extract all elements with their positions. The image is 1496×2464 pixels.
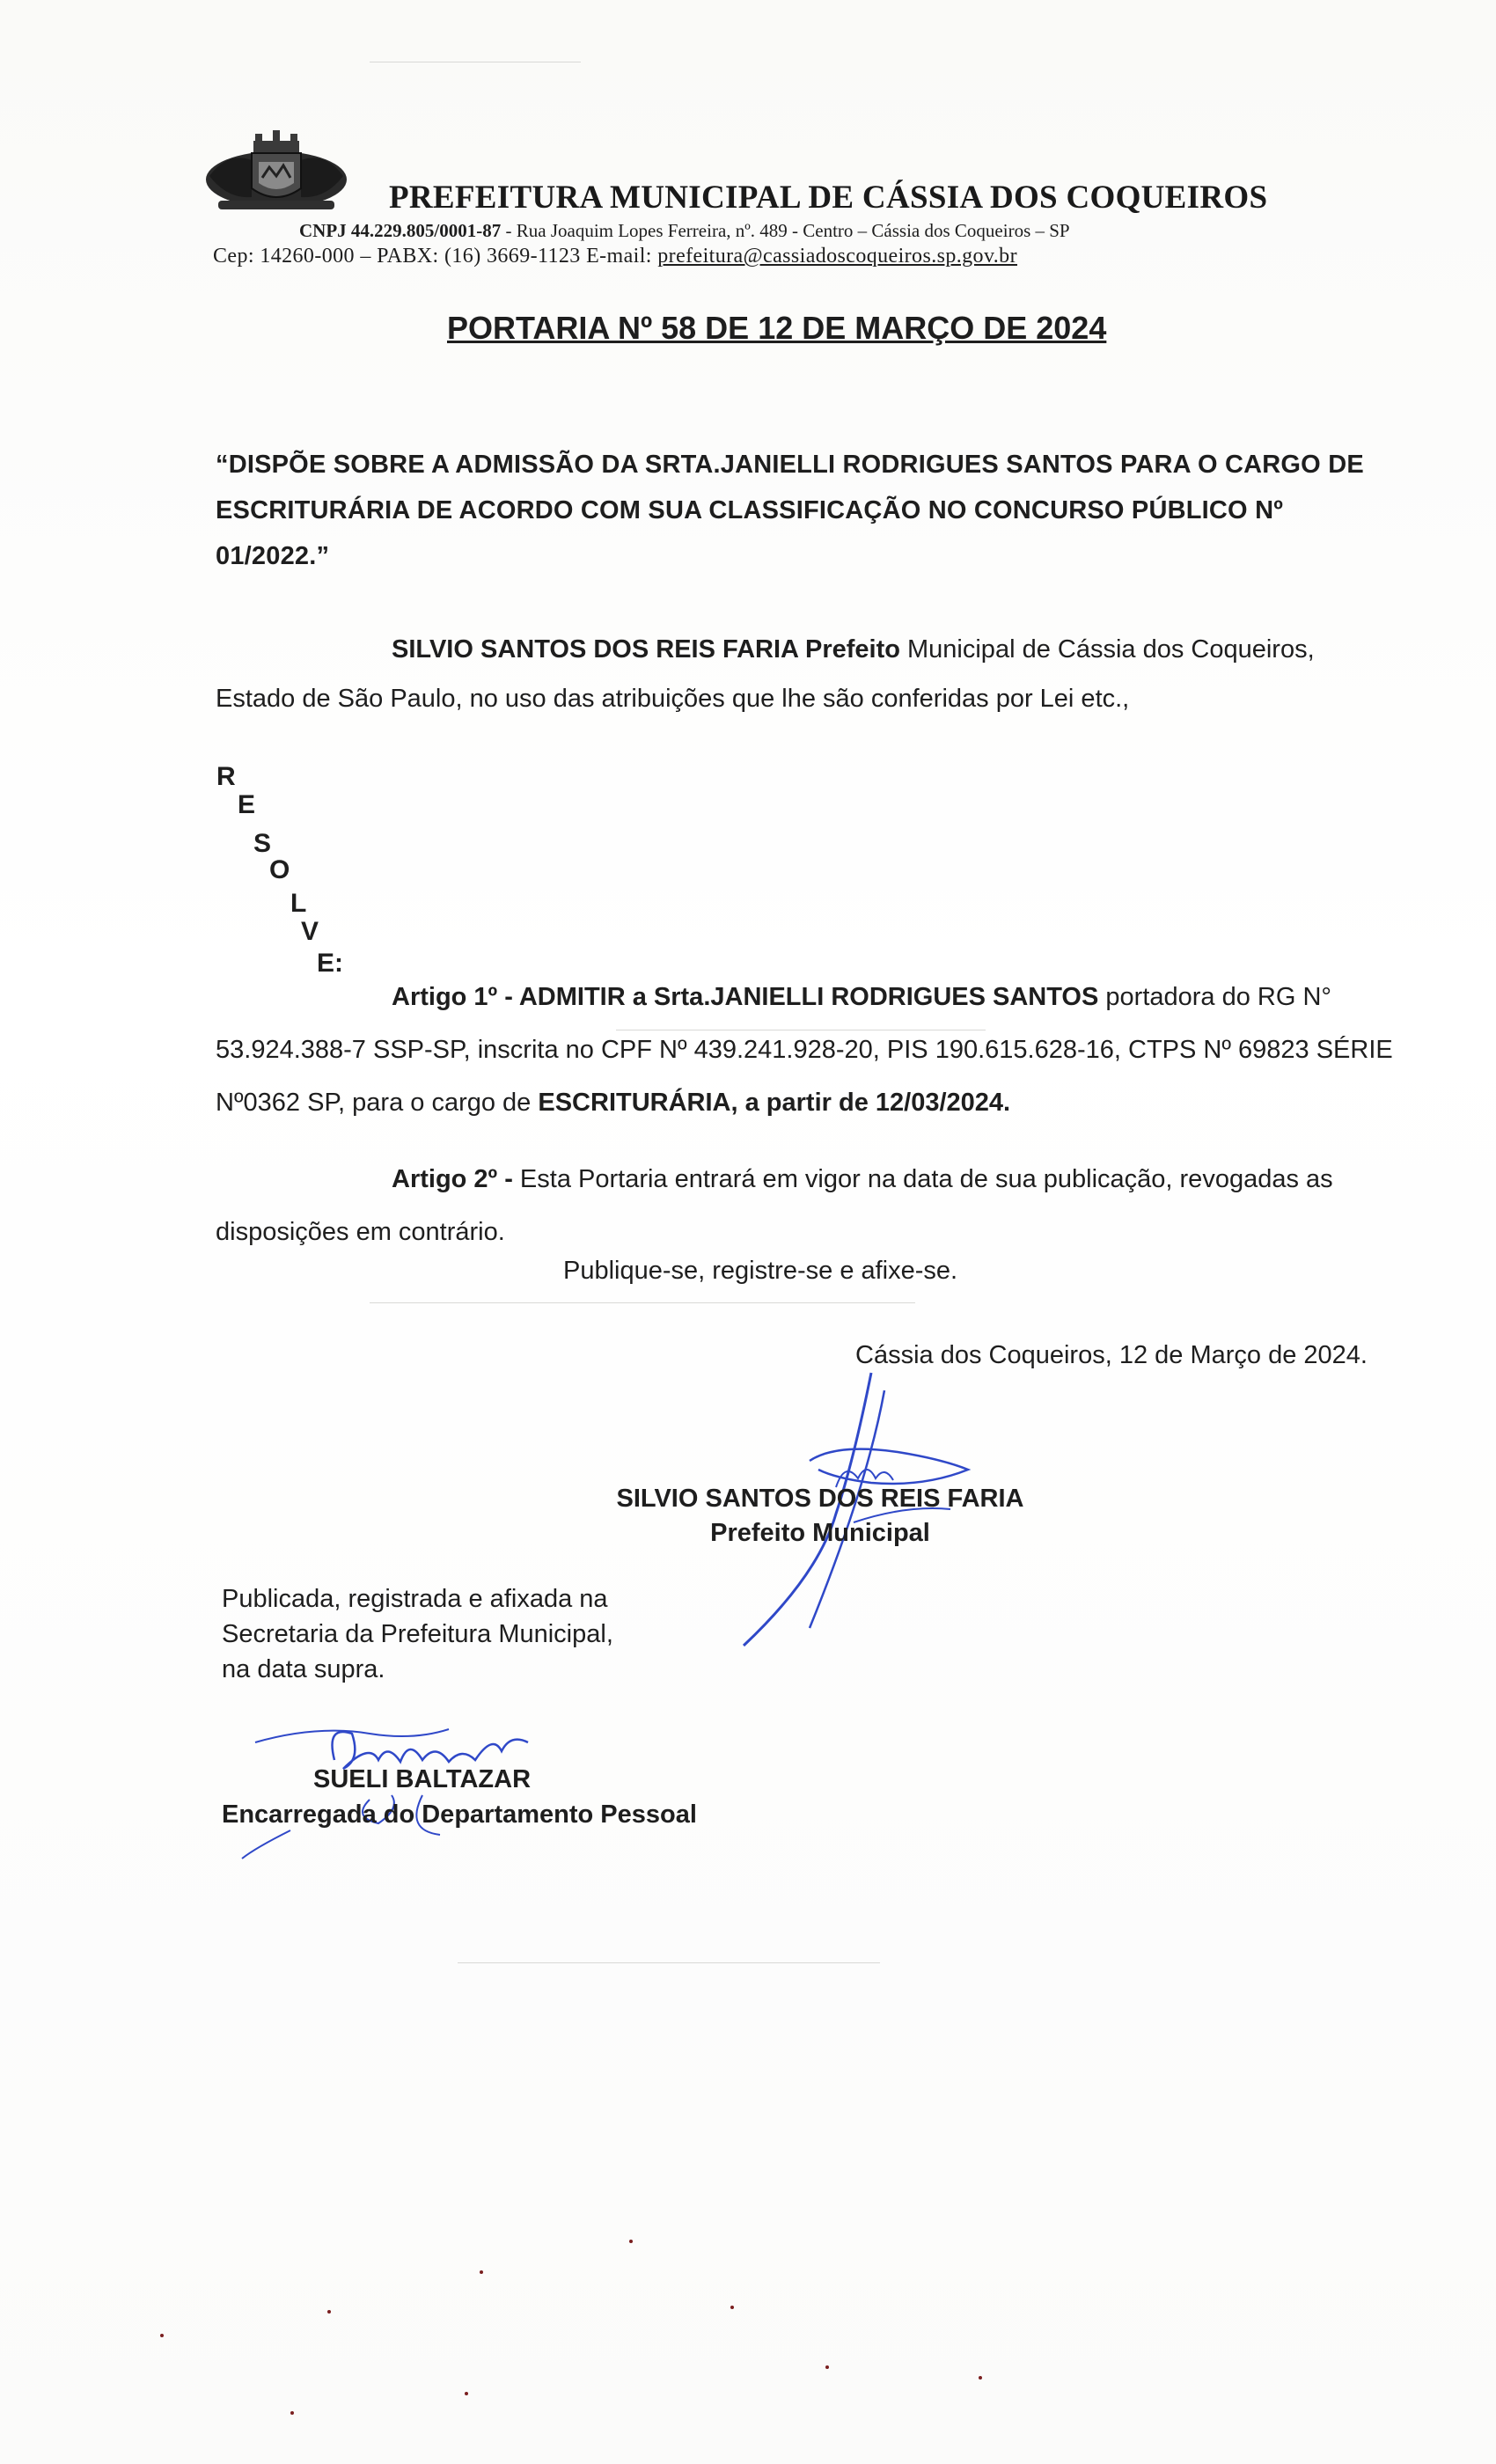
resolve-letter: V [301,917,319,946]
artigo-1-text: portadora do RG N° 53.924.388-7 SSP-SP, inscrita no CPF Nº 439.241.928-20, PIS 190.615.628-16, CTPS Nº 69823 SÉRIE Nº0362 SP, para o cargo de [216,983,1393,1117]
resolve-letter: R [216,762,236,791]
clerk-name: SUELI BALTAZAR [313,1765,532,1793]
email-link[interactable]: prefeitura@cassiadoscoqueiros.sp.gov.br [657,245,1017,268]
artigo-2-label: Artigo 2º - [392,1165,513,1193]
scan-artifact [327,2310,331,2314]
address: - Rua Joaquim Lopes Ferreira, nº. 489 - Centro – Cássia dos Coqueiros – SP [501,220,1070,241]
resolve-letter: S [253,829,272,858]
org-name: PREFEITURA MUNICIPAL DE CÁSSIA DOS COQUEIROS [389,180,1268,216]
scan-artifact [160,2334,164,2337]
resolve-letter: L [290,889,307,918]
scan-artifact [629,2240,633,2243]
published-note-line: na data supra. [222,1655,385,1683]
header-contact-line [213,245,1322,268]
scan-artifact [465,2392,468,2395]
cnpj: CNPJ 44.229.805/0001-87 [299,220,502,241]
scan-artifact [290,2411,294,2415]
resolve-letter: E [238,790,256,819]
date-line: Cássia dos Coqueiros, 12 de Março de 2024. [855,1341,1368,1369]
publique-line: Publique-se, registre-se e afixe-se. [563,1257,958,1285]
artigo-1-label: Artigo 1º - ADMITIR a Srta.JANIELLI RODRIGUES SANTOS [392,983,1099,1011]
header-address-line [299,220,1338,242]
artigo-2-text: Esta Portaria entrará em vigor na data de sua publicação, revogadas as disposições em contrário. [216,1165,1333,1246]
scan-artifact [979,2376,982,2380]
preamble-text: Municipal de Cássia dos Coqueiros, Estado de São Paulo, no uso das atribuições que lhe são conferidas por Lei etc., [216,635,1315,713]
resolve-letter: O [269,855,290,884]
scan-artifact [730,2306,734,2309]
preamble [216,625,1395,723]
scan-artifact [825,2365,829,2369]
municipal-crest-icon [201,125,352,213]
clerk-title: Encarregada do Departamento Pessoal [222,1800,697,1829]
published-note-line: Publicada, registrada e afixada na [222,1585,608,1613]
scan-artifact [370,1302,915,1303]
resolve-letter: E: [317,949,343,978]
published-note-line: Secretaria da Prefeitura Municipal, [222,1620,613,1648]
mayor-name: SILVIO SANTOS DOS REIS FARIA [616,1485,1024,1513]
mayor-title: Prefeito Municipal [710,1519,930,1547]
artigo-1 [216,971,1395,1129]
preamble-bold: SILVIO SANTOS DOS REIS FARIA Prefeito [392,635,900,664]
artigo-2 [216,1153,1395,1258]
scan-artifact [480,2270,483,2274]
artigo-1-cargo: ESCRITURÁRIA, a partir de 12/03/2024. [538,1089,1011,1117]
cep-phone: Cep: 14260-000 – PABX: (16) 3669-1123 E-mail: [213,245,658,268]
scan-artifact [458,1962,880,1963]
published-note [222,1581,679,1687]
ementa: “DISPÕE SOBRE A ADMISSÃO DA SRTA.JANIELLI RODRIGUES SANTOS PARA O CARGO DE ESCRITURÁRIA DE ACORDO COM SUA CLASSIFICAÇÃO NO CONCURSO PÚBLICO Nº 01/2022.” [216,451,1364,570]
document-title: PORTARIA Nº 58 DE 12 DE MARÇO DE 2024 [447,310,1107,346]
